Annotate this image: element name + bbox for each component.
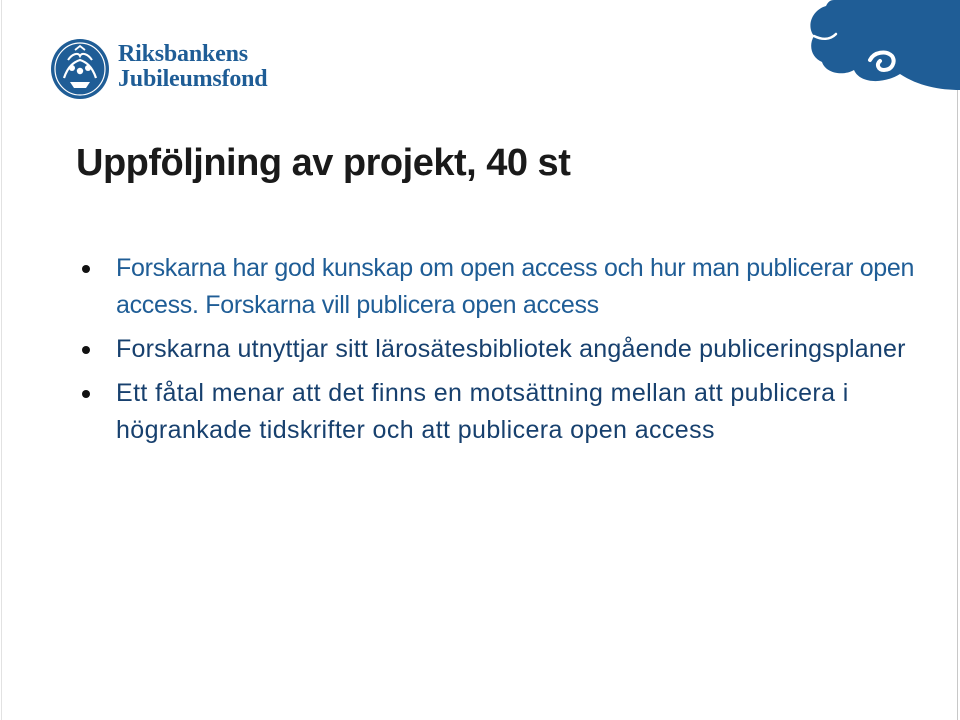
logo-wordmark <box>118 42 267 92</box>
bullet-dot-icon <box>82 265 90 273</box>
bullet-dot-icon <box>82 346 90 354</box>
bullet-text: Forskarna utnyttjar sitt lärosätesbibliotek angående publiceringsplaner <box>116 335 906 363</box>
bullet-item <box>76 250 916 324</box>
logo-line-1: Riksbankens <box>118 41 248 67</box>
bullet-text: Ett fåtal menar att det finns en motsättning mellan att publicera i högrankade tidskrifter och att publicera open access <box>116 379 849 444</box>
riksbankens-jubileumsfond-logo <box>50 38 290 100</box>
slide-edge-left <box>1 0 2 720</box>
seal-icon <box>50 38 110 100</box>
bullet-item <box>76 331 916 368</box>
bullet-text: Forskarna har god kunskap om open access och hur man publicerar open access. Forskarna vill publicera open access <box>116 254 915 319</box>
slide-title: Uppföljning av projekt, 40 st <box>76 142 571 184</box>
bullet-item <box>76 375 916 449</box>
logo-line-2: Jubileumsfond <box>118 66 268 92</box>
corner-ornament-icon <box>800 0 960 90</box>
bullet-dot-icon <box>82 390 90 398</box>
bullet-list <box>76 250 916 456</box>
slide-edge-right <box>957 0 958 720</box>
